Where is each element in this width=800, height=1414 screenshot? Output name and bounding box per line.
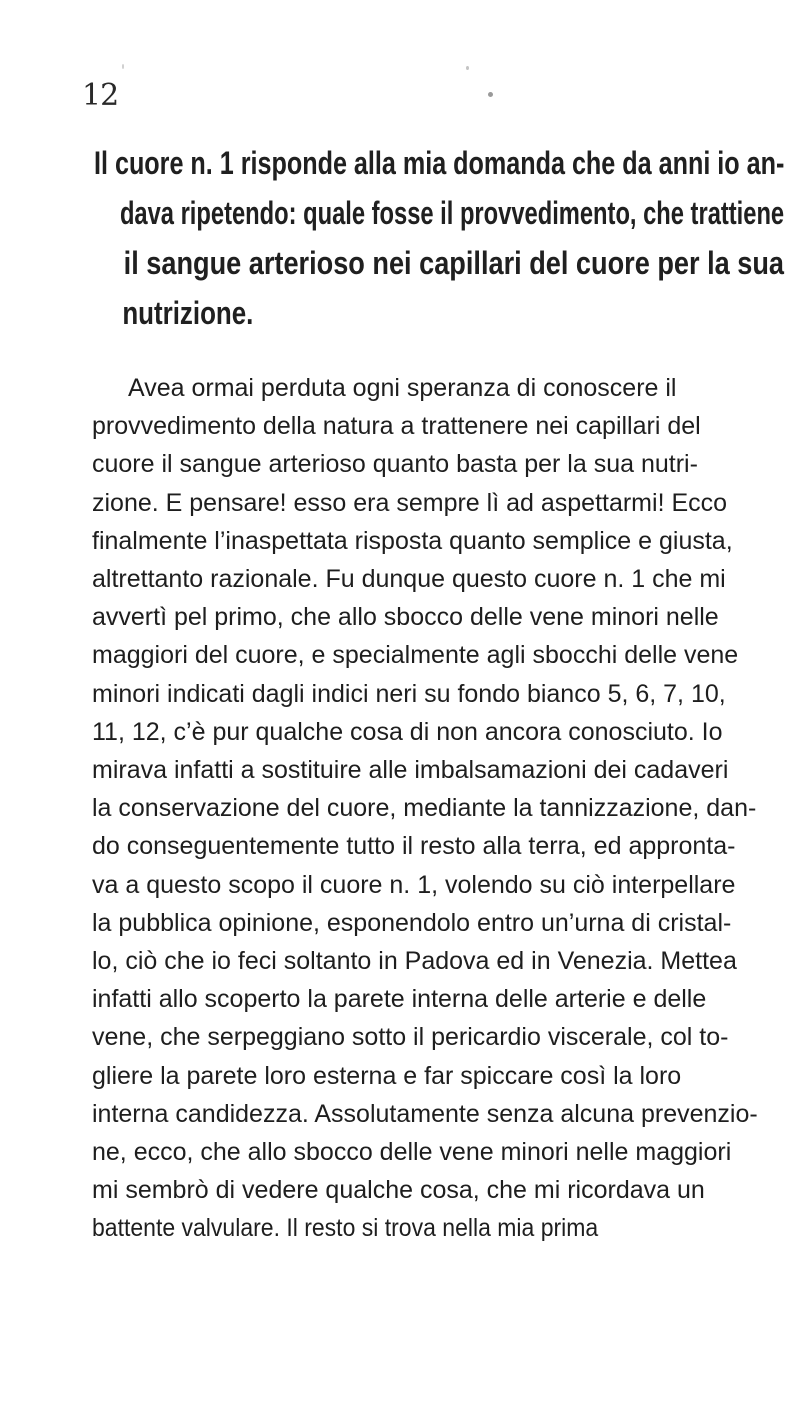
ink-speck: [122, 64, 124, 69]
body-line: infatti allo scoperto la parete interna delle arterie e delle: [92, 985, 707, 1014]
body-line: do conseguentemente tutto il resto alla terra, ed appronta-: [92, 832, 736, 861]
body-line: finalmente l’inaspettata risposta quanto semplice e giusta,: [92, 526, 733, 555]
caption-line: nutrizione.: [122, 295, 254, 331]
body-line: zione. E pensare! esso era sempre lì ad aspettarmi! Ecco: [92, 488, 728, 517]
body-line: battente valvulare. Il resto si trova nella mia prima: [92, 1214, 599, 1243]
body-line: avvertì pel primo, che allo sbocco delle vene minori nelle: [92, 603, 719, 632]
ink-speck: [488, 92, 493, 97]
body-line: interna candidezza. Assolutamente senza alcuna prevenzio-: [92, 1099, 758, 1128]
body-line: mirava infatti a sostituire alle imbalsamazioni dei cadaveri: [92, 756, 729, 785]
body-line: minori indicati dagli indici neri su fondo bianco 5, 6, 7, 10,: [92, 679, 726, 708]
body-line: la pubblica opinione, esponendolo entro un’urna di cristal-: [92, 908, 732, 937]
body-line: lo, ciò che io feci soltanto in Padova ed in Venezia. Mettea: [92, 947, 737, 976]
body-line: ne, ecco, che allo sbocco delle vene minori nelle maggiori: [92, 1138, 732, 1167]
caption-line: Il cuore n. 1 risponde alla mia domanda che da anni io an-: [94, 145, 785, 181]
ink-speck: [466, 66, 469, 70]
body-line: mi sembrò di vedere qualche cosa, che mi ricordava un: [92, 1176, 705, 1205]
caption-line: dava ripetendo: quale fosse il provvedimento, che trattiene: [119, 195, 785, 231]
page-number: 12: [82, 78, 119, 113]
caption-line: il sangue arterioso nei capillari del cuore per la sua: [123, 245, 784, 281]
body-paragraph: [92, 369, 788, 1248]
body-line: la conservazione del cuore, mediante la tannizzazione, dan-: [92, 794, 757, 823]
body-line: 11, 12, c’è pur qualche cosa di non ancora conosciuto. Io: [92, 717, 723, 746]
body-line: vene, che serpeggiano sotto il pericardio viscerale, col to-: [92, 1023, 729, 1052]
body-line: provvedimento della natura a trattenere nei capillari del: [92, 412, 701, 441]
body-line: va a questo scopo il cuore n. 1, volendo su ciò interpellare: [92, 870, 736, 899]
body-line: gliere la parete loro esterna e far spiccare così la loro: [92, 1061, 682, 1090]
figure-caption: [94, 138, 784, 338]
body-line: maggiori del cuore, e specialmente agli sbocchi delle vene: [92, 641, 739, 670]
body-line: Avea ormai perduta ogni speranza di conoscere il: [128, 374, 677, 402]
body-line: altrettanto razionale. Fu dunque questo cuore n. 1 che mi: [92, 565, 726, 594]
body-line: cuore il sangue arterioso quanto basta per la sua nutri-: [92, 450, 698, 479]
